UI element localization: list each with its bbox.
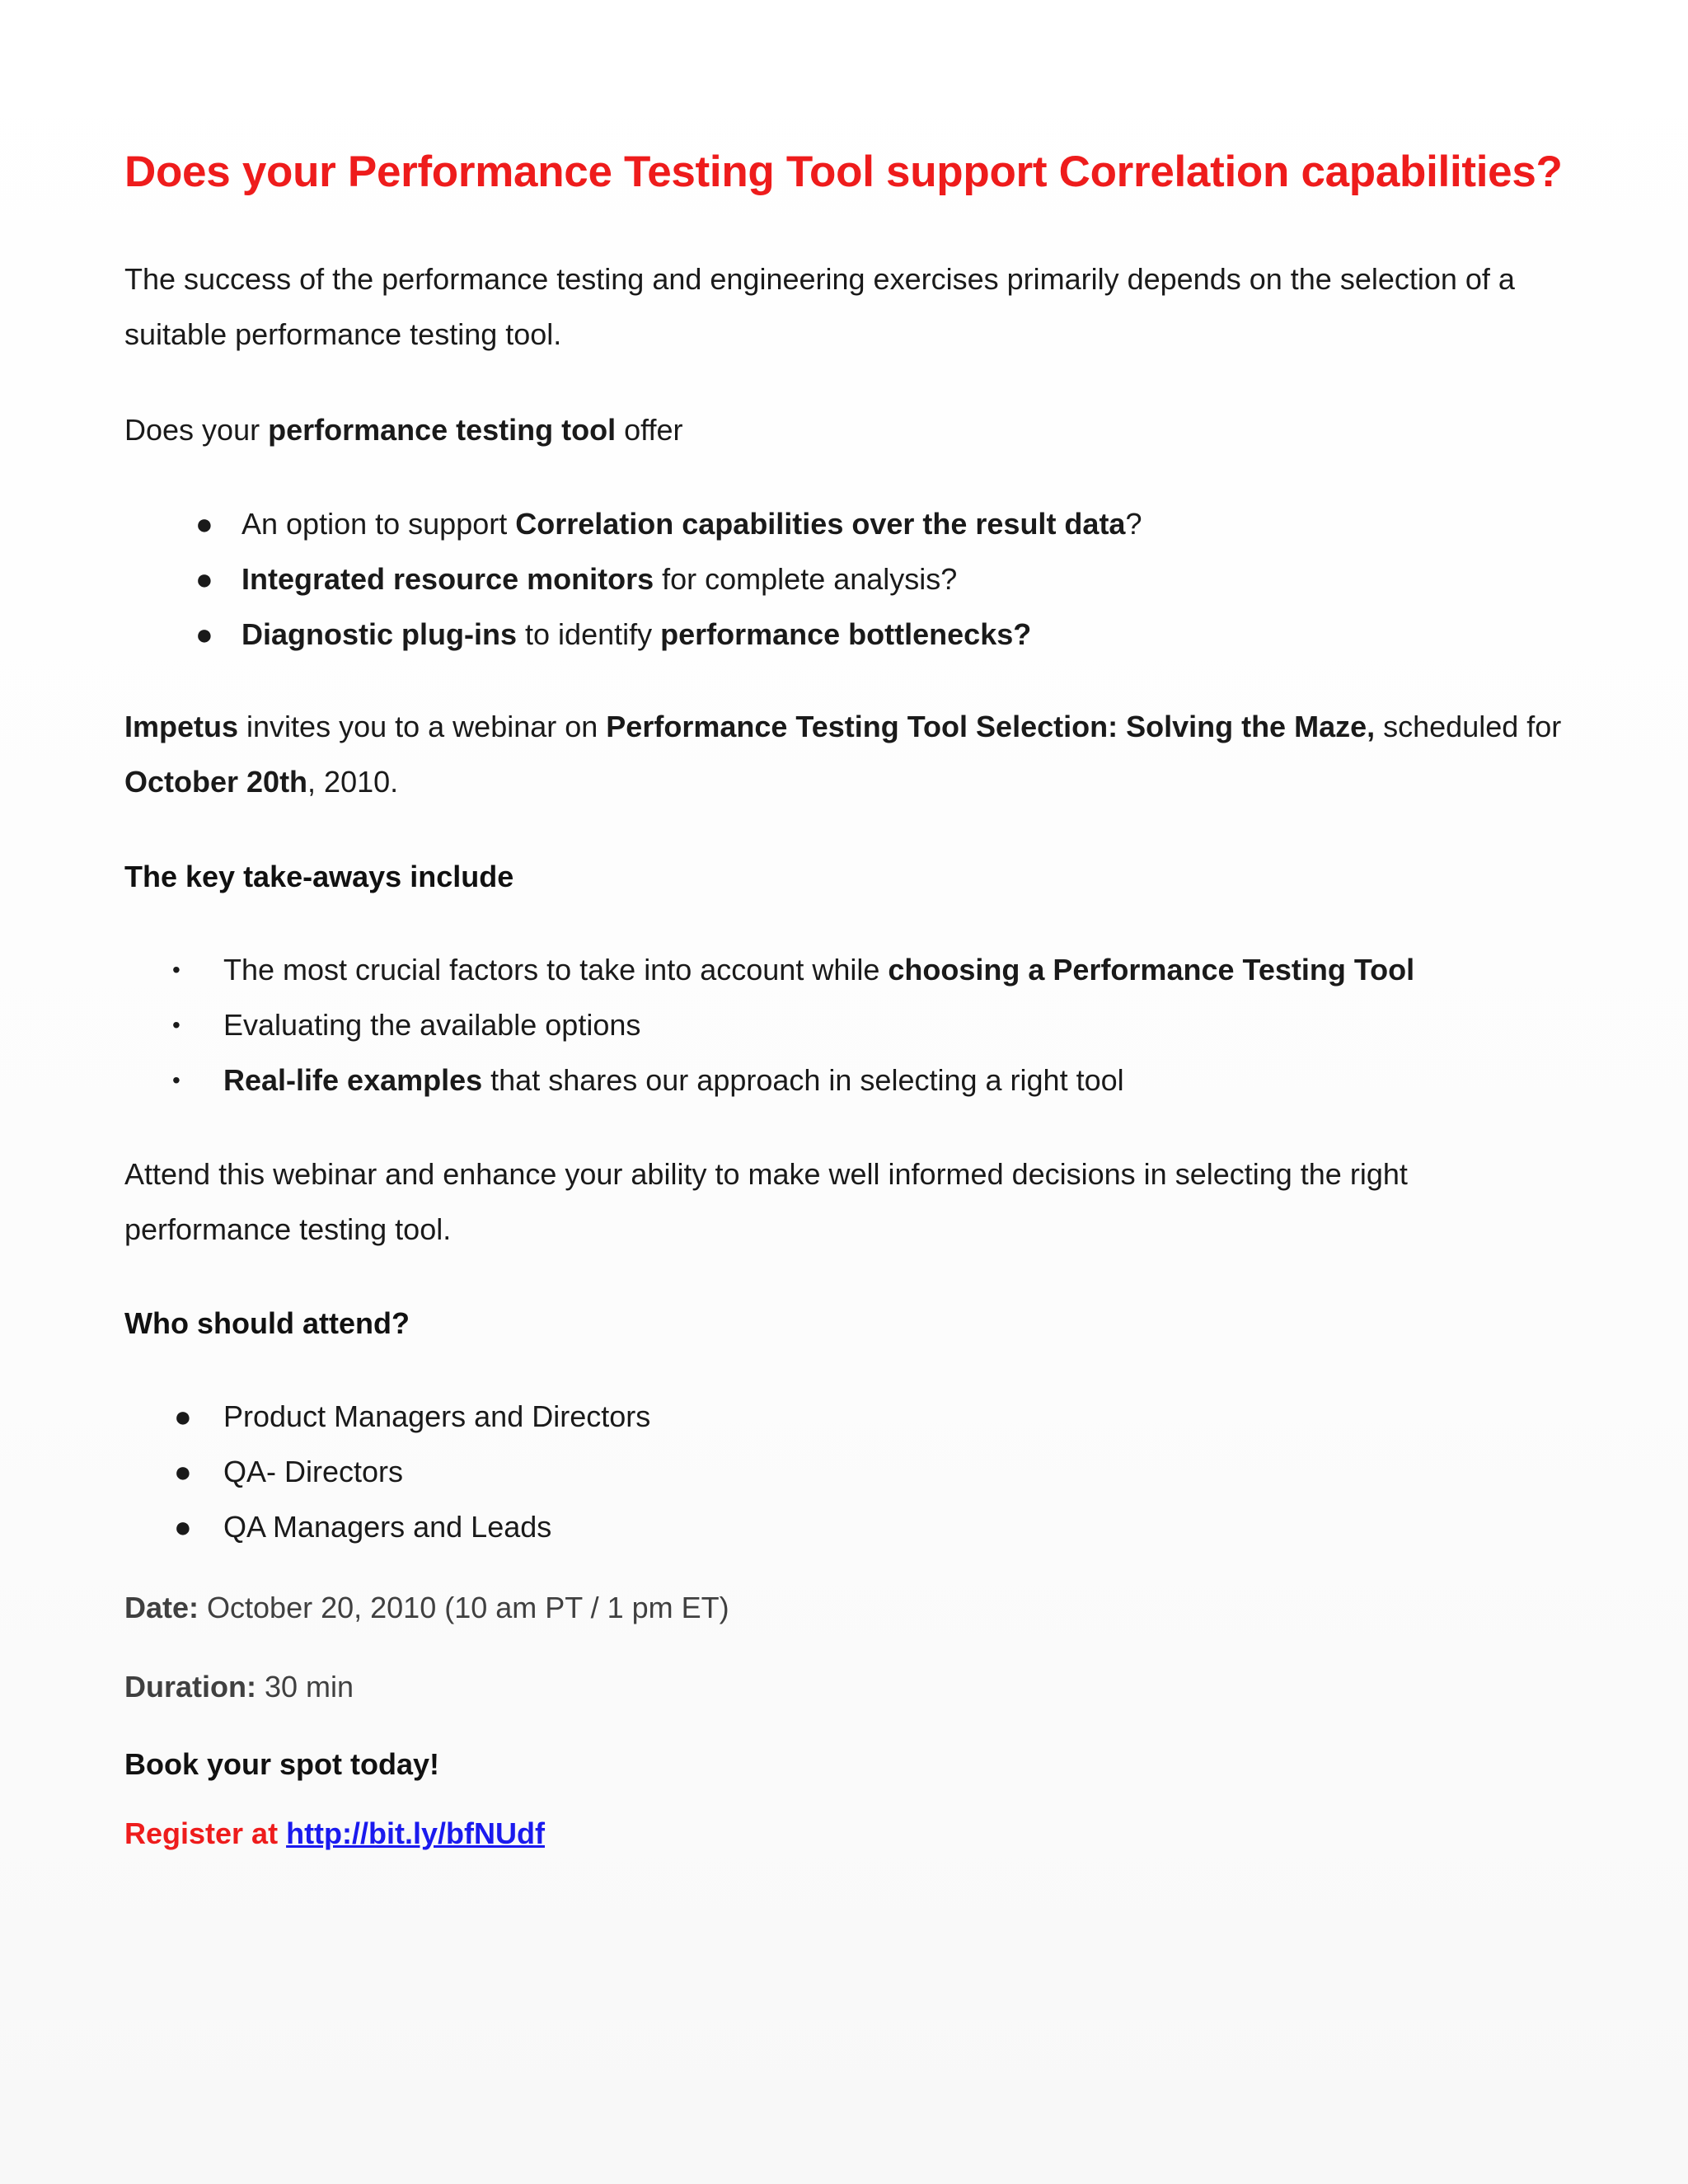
- audience-item: QA Managers and Leads: [223, 1510, 552, 1544]
- takeaway-item-pre: The most crucial factors to take into account while: [223, 953, 889, 987]
- offer-item-bold: Correlation capabilities over the result data: [515, 507, 1126, 541]
- register-link[interactable]: http://bit.ly/bfNUdf: [286, 1816, 545, 1850]
- date-line: [124, 1587, 729, 1629]
- intro-paragraph: [124, 251, 1515, 362]
- invite-webinar-title: Performance Testing Tool Selection: Solving the Maze,: [606, 710, 1376, 743]
- offer-item-mid: to identify: [517, 617, 661, 651]
- offer-item-bold: Diagnostic plug-ins: [241, 617, 518, 651]
- bullet-icon: ●: [195, 507, 213, 541]
- takeaway-item-pre: Evaluating the available options: [223, 1008, 641, 1042]
- offer-item-text: [241, 507, 1142, 541]
- invite-text-2: scheduled for: [1375, 710, 1562, 743]
- invite-date-rest: , 2010.: [307, 765, 399, 799]
- list-item: [124, 496, 1142, 551]
- bullet-icon: •: [172, 957, 181, 982]
- attend-line-1: Attend this webinar and enhance your ability to make well informed decisions in selecting the right: [124, 1157, 1408, 1191]
- list-item: [124, 942, 1415, 997]
- audience-item: QA- Directors: [223, 1455, 404, 1488]
- audience-list: [124, 1389, 651, 1554]
- takeaway-item-bold: choosing a Performance Testing Tool: [888, 953, 1415, 987]
- date-label: Date:: [124, 1591, 199, 1624]
- offer-item-text: [241, 562, 957, 596]
- bullet-icon: ●: [174, 1455, 192, 1488]
- bullet-icon: •: [172, 1012, 181, 1038]
- offer-item-post: for complete analysis?: [654, 562, 958, 596]
- invite-company: Impetus: [124, 710, 239, 743]
- duration-line: [124, 1666, 354, 1708]
- invite-paragraph: [124, 699, 1561, 809]
- offer-item-post: ?: [1125, 507, 1142, 541]
- offer-item-text: [241, 617, 1031, 651]
- page-title: Does your Performance Testing Tool support Correlation capabilities?: [124, 148, 1563, 196]
- takeaways-heading: The key take-aways include: [124, 860, 514, 893]
- offer-list: [124, 496, 1142, 662]
- offer-item-bold-2: performance bottlenecks?: [660, 617, 1032, 651]
- offer-item-bold: Integrated resource monitors: [241, 562, 654, 596]
- register-label: Register at: [124, 1816, 287, 1850]
- list-item: [124, 1499, 551, 1554]
- date-value: October 20, 2010 (10 am PT / 1 pm ET): [199, 1591, 729, 1624]
- list-item: [124, 997, 1315, 1052]
- offer-item-pre: An option to support: [241, 507, 516, 541]
- list-item: [124, 1444, 551, 1499]
- duration-label: Duration:: [124, 1670, 256, 1704]
- list-item: [124, 551, 1025, 607]
- register-line: [124, 1809, 545, 1858]
- list-item: [124, 607, 1032, 662]
- question-paragraph: [124, 402, 683, 457]
- list-item: [124, 1389, 651, 1444]
- intro-line-1: The success of the performance testing and engineering exercises primarily depends on the selection of a: [124, 262, 1515, 296]
- takeaway-item-bold: Real-life examples: [223, 1063, 483, 1097]
- invite-date-bold: October 20th: [124, 765, 308, 799]
- takeaway-item-post: that shares our approach in selecting a right tool: [482, 1063, 1124, 1097]
- invite-text-1: invites you to a webinar on: [238, 710, 607, 743]
- takeaway-item-text: [223, 1063, 1124, 1097]
- attend-paragraph: [124, 1146, 1408, 1257]
- book-cta: Book your spot today!: [124, 1747, 440, 1781]
- question-bold: performance testing tool: [268, 413, 617, 447]
- bullet-icon: •: [172, 1067, 181, 1093]
- duration-value: 30 min: [256, 1670, 354, 1704]
- list-item: [124, 1052, 1315, 1108]
- audience-heading: Who should attend?: [124, 1306, 410, 1340]
- takeaway-item-text: [223, 1008, 640, 1042]
- bullet-icon: ●: [195, 562, 213, 596]
- takeaways-list: [124, 942, 1415, 1108]
- bullet-icon: ●: [174, 1399, 192, 1433]
- attend-line-2: performance testing tool.: [124, 1212, 452, 1246]
- question-prefix: Does your: [124, 413, 269, 447]
- question-suffix: offer: [616, 413, 683, 447]
- takeaway-item-text: [223, 953, 1414, 987]
- bullet-icon: ●: [174, 1510, 192, 1544]
- audience-item: Product Managers and Directors: [223, 1399, 651, 1433]
- intro-line-2: suitable performance testing tool.: [124, 317, 562, 351]
- bullet-icon: ●: [195, 617, 213, 651]
